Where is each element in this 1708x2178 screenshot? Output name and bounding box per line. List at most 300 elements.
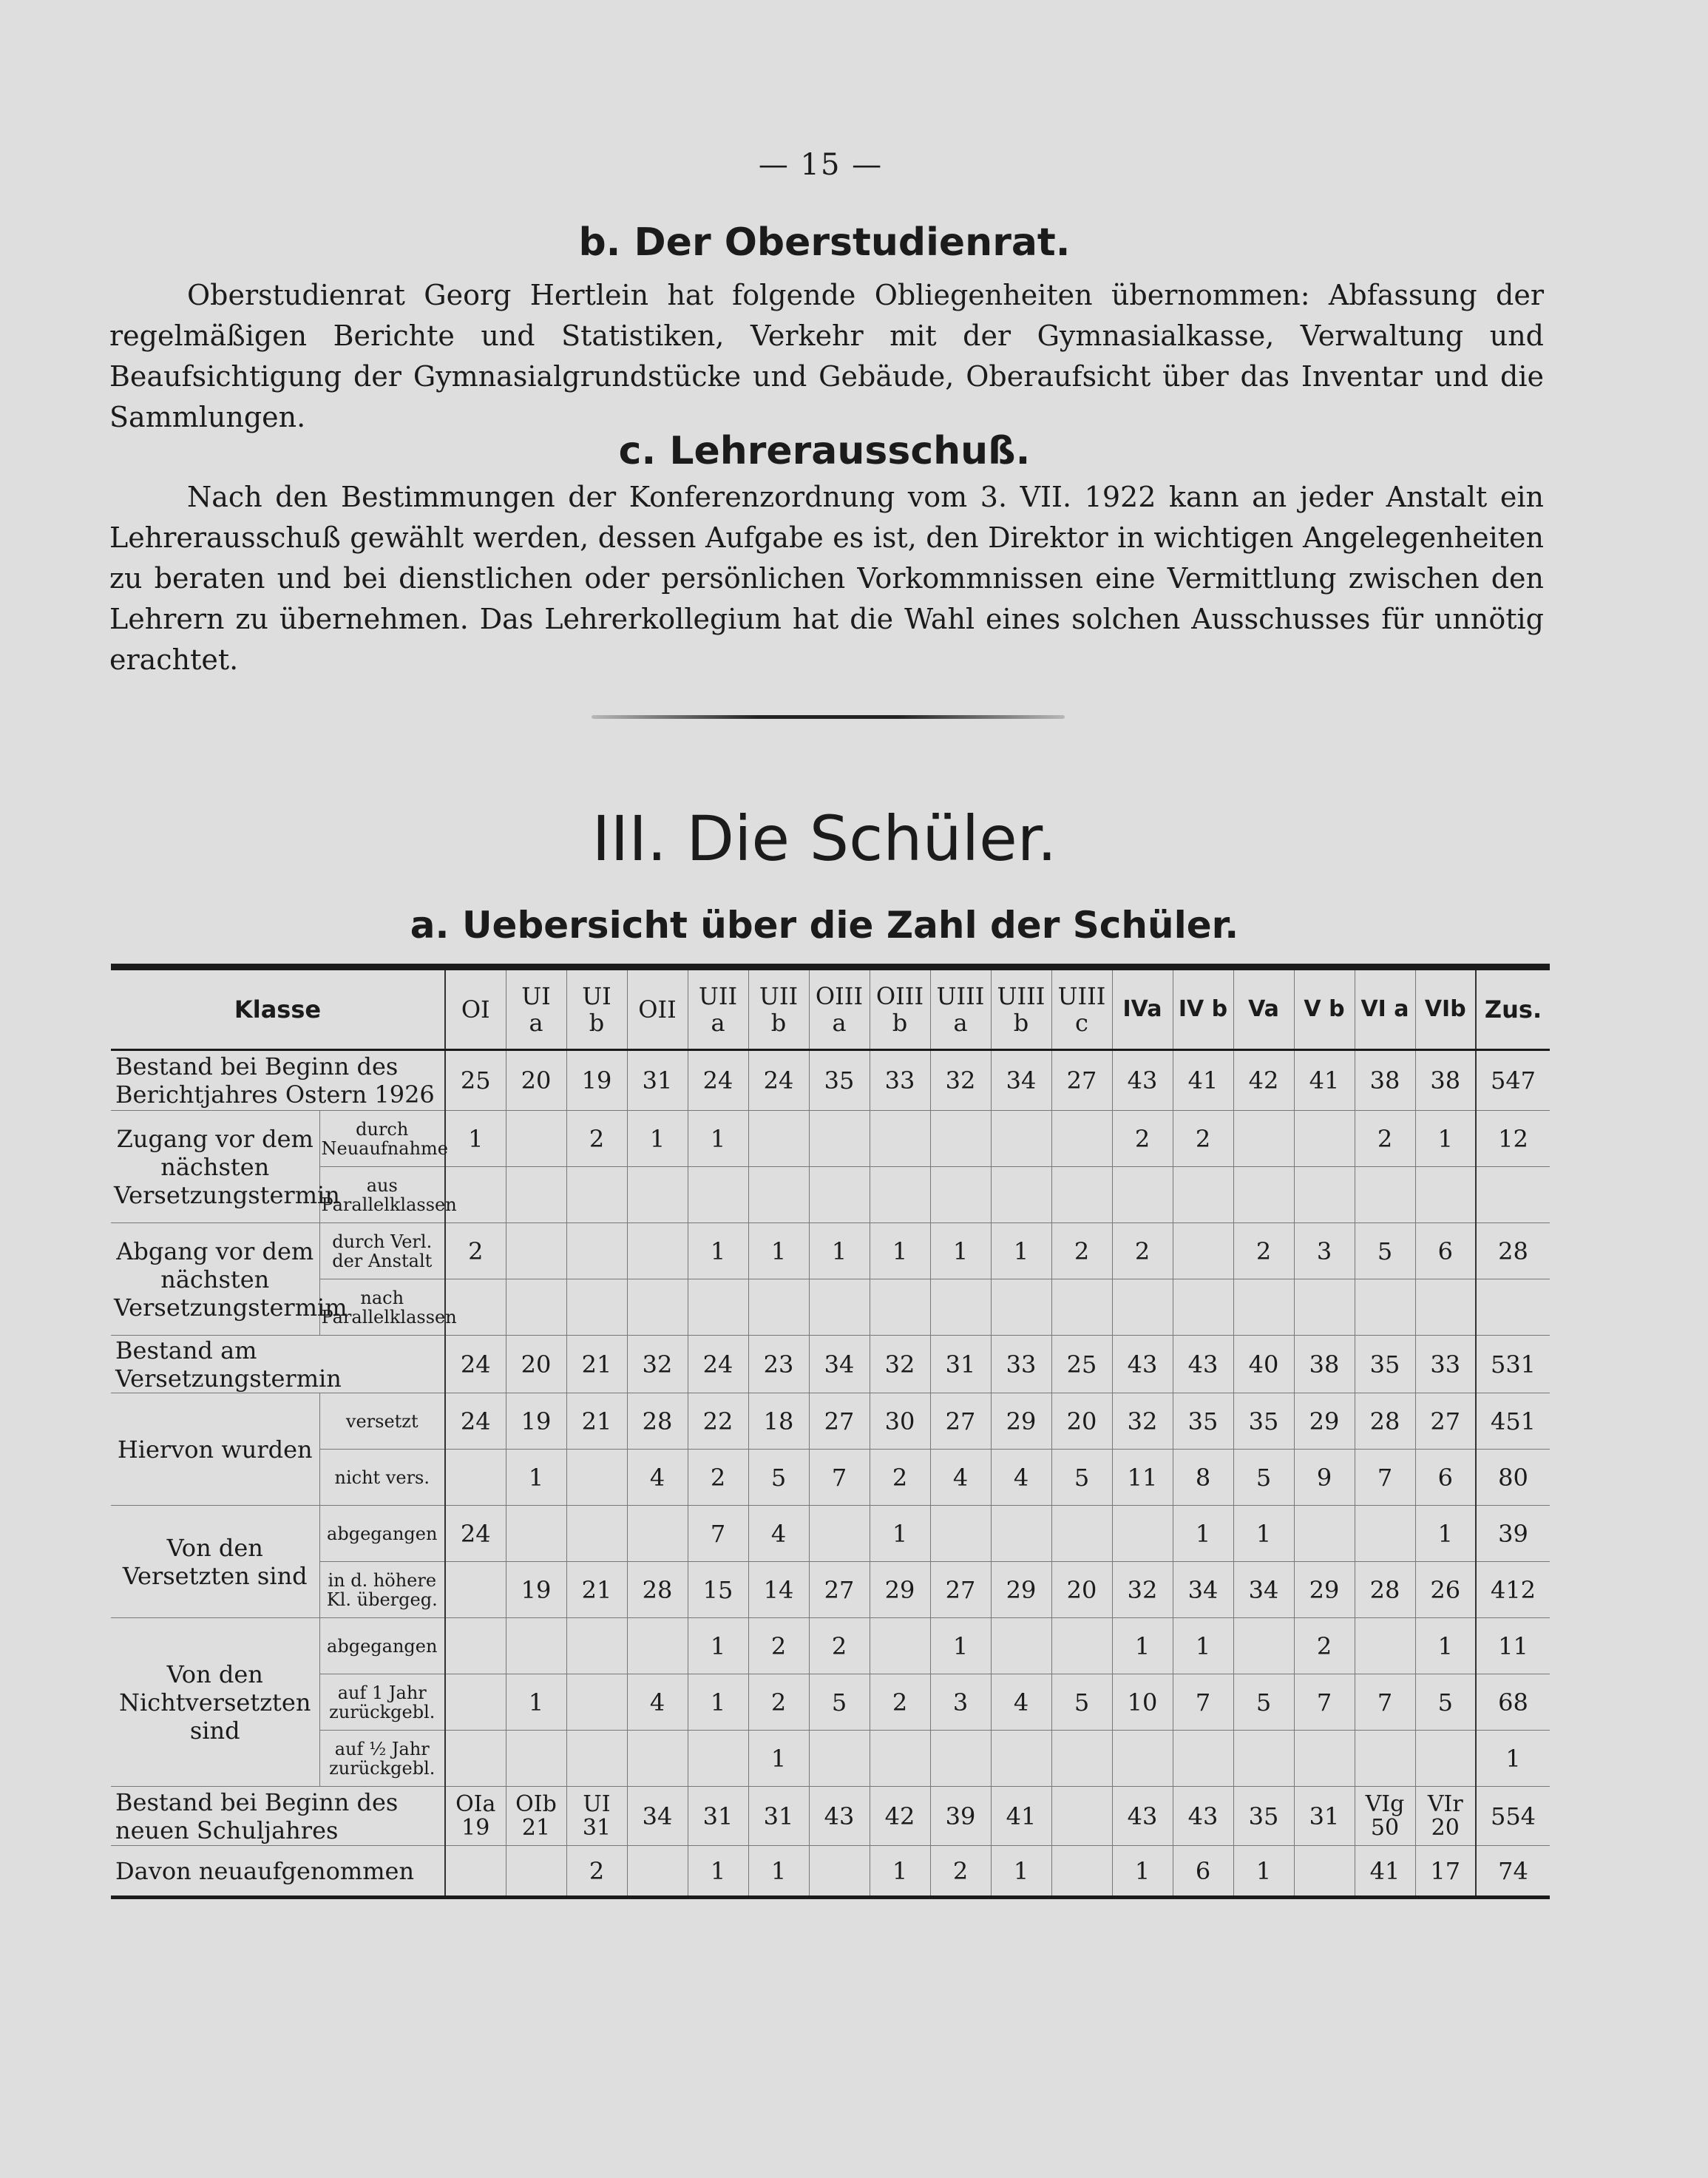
cell-abgang-verl: 1 bbox=[688, 1223, 748, 1279]
split-count: 31 bbox=[582, 1814, 611, 1841]
cell-vers-abgegangen bbox=[991, 1506, 1051, 1562]
header-class-label: OI bbox=[461, 995, 490, 1024]
cell-zugang-paral bbox=[870, 1167, 930, 1223]
split-class: VIr bbox=[1427, 1790, 1463, 1817]
cell-bestand-neu-split bbox=[1355, 1787, 1415, 1846]
cell-vers-abgegangen bbox=[566, 1506, 627, 1562]
row-sub-label: versetzt bbox=[319, 1393, 445, 1450]
cell-nicht-vers: 7 bbox=[1355, 1450, 1415, 1506]
cell-bestand-versetzung: 32 bbox=[870, 1336, 930, 1393]
cell-zugang-neu bbox=[506, 1111, 566, 1167]
cell-bestand-beginn: 31 bbox=[627, 1050, 688, 1111]
cell-abgang-verl bbox=[506, 1223, 566, 1279]
cell-versetzt: 28 bbox=[1355, 1393, 1415, 1450]
cell-nicht-abgegangen bbox=[870, 1618, 930, 1674]
cell-zugang-neu bbox=[809, 1111, 870, 1167]
cell-nicht-1jahr: 1 bbox=[506, 1674, 566, 1731]
cell-nicht-halbjahr bbox=[1415, 1731, 1476, 1787]
header-class-3 bbox=[627, 967, 688, 1050]
cell-bestand-neu: 41 bbox=[991, 1787, 1051, 1846]
cell-zugang-neu bbox=[748, 1111, 809, 1167]
header-class-2 bbox=[566, 967, 627, 1050]
cell-bestand-versetzung: 43 bbox=[1112, 1336, 1173, 1393]
row-abgang-paral bbox=[111, 1279, 1550, 1336]
header-class-13 bbox=[1233, 967, 1294, 1050]
cell-nicht-vers: 4 bbox=[930, 1450, 991, 1506]
cell-nicht-vers: 4 bbox=[627, 1450, 688, 1506]
cell-nicht-vers: 4 bbox=[991, 1450, 1051, 1506]
cell-versetzt: 20 bbox=[1051, 1393, 1112, 1450]
cell-nicht-abgegangen bbox=[1355, 1618, 1415, 1674]
cell-bestand-neu-split bbox=[445, 1787, 506, 1846]
cell-neuaufgenommen bbox=[627, 1846, 688, 1898]
cell-zugang-neu: 2 bbox=[1112, 1111, 1173, 1167]
cell-nicht-abgegangen: 2 bbox=[748, 1618, 809, 1674]
split-class: VIg bbox=[1365, 1790, 1405, 1817]
cell-nicht-halbjahr bbox=[445, 1731, 506, 1787]
cell-zugang-paral bbox=[627, 1167, 688, 1223]
cell-nicht-1jahr: 10 bbox=[1112, 1674, 1173, 1731]
header-class-sub: c bbox=[1075, 1009, 1088, 1037]
cell-vers-abgegangen bbox=[627, 1506, 688, 1562]
cell-vers-uebergeg: 34 bbox=[1233, 1562, 1294, 1618]
header-class-label: Va bbox=[1248, 996, 1279, 1022]
cell-bestand-versetzung: 35 bbox=[1355, 1336, 1415, 1393]
cell-vers-abgegangen bbox=[1051, 1506, 1112, 1562]
cell-zus: 39 bbox=[1476, 1506, 1550, 1562]
header-row bbox=[111, 967, 1550, 1050]
cell-bestand-beginn: 19 bbox=[566, 1050, 627, 1111]
cell-vers-uebergeg bbox=[445, 1562, 506, 1618]
header-klasse: Klasse bbox=[111, 967, 445, 1050]
header-class-label: IV b bbox=[1178, 996, 1228, 1022]
row-bestand-neu bbox=[111, 1787, 1550, 1846]
split-class: OIb bbox=[515, 1790, 557, 1817]
split-count: 19 bbox=[461, 1814, 490, 1841]
header-class-12 bbox=[1173, 967, 1233, 1050]
cell-nicht-halbjahr bbox=[1355, 1731, 1415, 1787]
cell-bestand-beginn: 27 bbox=[1051, 1050, 1112, 1111]
cell-neuaufgenommen bbox=[506, 1846, 566, 1898]
cell-abgang-paral bbox=[870, 1279, 930, 1336]
header-class-label: OIII bbox=[815, 982, 864, 1010]
cell-vers-uebergeg: 15 bbox=[688, 1562, 748, 1618]
header-class-9 bbox=[991, 967, 1051, 1050]
cell-vers-abgegangen bbox=[809, 1506, 870, 1562]
cell-versetzt: 27 bbox=[930, 1393, 991, 1450]
cell-abgang-verl: 2 bbox=[1051, 1223, 1112, 1279]
cell-abgang-paral bbox=[930, 1279, 991, 1336]
cell-vers-abgegangen: 1 bbox=[1173, 1506, 1233, 1562]
cell-bestand-neu: 43 bbox=[1112, 1787, 1173, 1846]
cell-vers-uebergeg: 19 bbox=[506, 1562, 566, 1618]
cell-nicht-1jahr: 5 bbox=[1415, 1674, 1476, 1731]
cell-bestand-beginn: 24 bbox=[688, 1050, 748, 1111]
cell-bestand-beginn: 35 bbox=[809, 1050, 870, 1111]
cell-versetzt: 29 bbox=[1294, 1393, 1355, 1450]
cell-bestand-versetzung: 32 bbox=[627, 1336, 688, 1393]
cell-neuaufgenommen: 6 bbox=[1173, 1846, 1233, 1898]
cell-abgang-verl: 2 bbox=[445, 1223, 506, 1279]
cell-nicht-halbjahr bbox=[991, 1731, 1051, 1787]
header-class-sub: b bbox=[1013, 1009, 1029, 1037]
cell-zugang-neu: 1 bbox=[688, 1111, 748, 1167]
cell-nicht-vers bbox=[566, 1450, 627, 1506]
header-class-16 bbox=[1415, 967, 1476, 1050]
row-label: Bestand bei Beginn des neuen Schuljahres bbox=[111, 1787, 445, 1846]
cell-nicht-1jahr: 7 bbox=[1294, 1674, 1355, 1731]
cell-zugang-neu bbox=[930, 1111, 991, 1167]
cell-bestand-beginn: 42 bbox=[1233, 1050, 1294, 1111]
cell-nicht-halbjahr bbox=[506, 1731, 566, 1787]
cell-vers-abgegangen: 1 bbox=[1415, 1506, 1476, 1562]
cell-bestand-neu-split bbox=[566, 1787, 627, 1846]
section-b-paragraph bbox=[109, 275, 1544, 438]
cell-nicht-halbjahr bbox=[1173, 1731, 1233, 1787]
header-class-14 bbox=[1294, 967, 1355, 1050]
group-label: Hiervon wurden bbox=[111, 1393, 319, 1506]
cell-nicht-abgegangen bbox=[445, 1618, 506, 1674]
cell-bestand-beginn: 24 bbox=[748, 1050, 809, 1111]
cell-bestand-versetzung: 24 bbox=[688, 1336, 748, 1393]
cell-bestand-beginn: 25 bbox=[445, 1050, 506, 1111]
cell-abgang-verl: 1 bbox=[870, 1223, 930, 1279]
cell-zugang-neu: 2 bbox=[1355, 1111, 1415, 1167]
cell-abgang-verl: 6 bbox=[1415, 1223, 1476, 1279]
cell-abgang-paral bbox=[1233, 1279, 1294, 1336]
cell-bestand-beginn: 43 bbox=[1112, 1050, 1173, 1111]
cell-zugang-paral bbox=[688, 1167, 748, 1223]
cell-zugang-neu: 2 bbox=[566, 1111, 627, 1167]
split-count: 50 bbox=[1370, 1814, 1400, 1841]
cell-vers-uebergeg: 32 bbox=[1112, 1562, 1173, 1618]
cell-nicht-vers: 2 bbox=[870, 1450, 930, 1506]
section-c-text: Nach den Bestimmungen der Konferenzordnung vom 3. VII. 1922 kann an jeder Anstalt ein Lehrerausschuß gewählt werden, dessen Aufgabe es ist, den Direktor in wichtigen Angelegenheiten zu beraten und bei dienstlichen oder persönlichen Vorkommnissen eine Vermittlung zwischen den Lehrern zu übernehmen. Das Lehrerkollegium hat die Wahl eines solchen Ausschusses für unnötig erachtet. bbox=[109, 481, 1544, 676]
cell-bestand-beginn: 34 bbox=[991, 1050, 1051, 1111]
cell-vers-uebergeg: 29 bbox=[991, 1562, 1051, 1618]
cell-bestand-beginn: 33 bbox=[870, 1050, 930, 1111]
cell-nicht-1jahr: 5 bbox=[809, 1674, 870, 1731]
section-c-paragraph bbox=[109, 477, 1544, 680]
table-heading: a. Uebersicht über die Zahl der Schüler. bbox=[410, 904, 1239, 947]
cell-zugang-neu: 1 bbox=[627, 1111, 688, 1167]
header-class-sub: b bbox=[770, 1009, 787, 1037]
cell-nicht-vers: 9 bbox=[1294, 1450, 1355, 1506]
cell-vers-uebergeg: 27 bbox=[930, 1562, 991, 1618]
cell-neuaufgenommen: 1 bbox=[1233, 1846, 1294, 1898]
cell-abgang-paral bbox=[1294, 1279, 1355, 1336]
cell-neuaufgenommen: 17 bbox=[1415, 1846, 1476, 1898]
cell-nicht-halbjahr bbox=[627, 1731, 688, 1787]
cell-nicht-abgegangen: 2 bbox=[1294, 1618, 1355, 1674]
header-class-8 bbox=[930, 967, 991, 1050]
cell-zus: 11 bbox=[1476, 1618, 1550, 1674]
cell-zugang-paral bbox=[809, 1167, 870, 1223]
cell-abgang-paral bbox=[1112, 1279, 1173, 1336]
row-sub-label: auf 1 Jahr zurückgebl. bbox=[319, 1674, 445, 1731]
cell-zugang-neu bbox=[991, 1111, 1051, 1167]
header-class-label: V b bbox=[1304, 996, 1345, 1022]
cell-zus: 554 bbox=[1476, 1787, 1550, 1846]
cell-abgang-paral bbox=[566, 1279, 627, 1336]
cell-zugang-paral bbox=[1112, 1167, 1173, 1223]
cell-versetzt: 35 bbox=[1173, 1393, 1233, 1450]
cell-nicht-abgegangen bbox=[1233, 1618, 1294, 1674]
row-sub-label: auf ½ Jahr zurückgebl. bbox=[319, 1731, 445, 1787]
cell-abgang-paral bbox=[991, 1279, 1051, 1336]
cell-nicht-halbjahr bbox=[809, 1731, 870, 1787]
cell-zugang-paral bbox=[930, 1167, 991, 1223]
split-class: OIa bbox=[455, 1790, 496, 1817]
cell-nicht-vers: 7 bbox=[809, 1450, 870, 1506]
ornamental-rule bbox=[592, 715, 1065, 719]
header-class-label: UIII bbox=[936, 982, 985, 1010]
cell-bestand-neu: 39 bbox=[930, 1787, 991, 1846]
cell-bestand-neu: 35 bbox=[1233, 1787, 1294, 1846]
cell-bestand-versetzung: 40 bbox=[1233, 1336, 1294, 1393]
cell-bestand-beginn: 41 bbox=[1294, 1050, 1355, 1111]
table-header bbox=[111, 967, 1550, 1050]
cell-zus: 28 bbox=[1476, 1223, 1550, 1279]
table-body bbox=[111, 1050, 1550, 1898]
header-class-sub: b bbox=[892, 1009, 908, 1037]
cell-neuaufgenommen: 2 bbox=[930, 1846, 991, 1898]
cell-nicht-1jahr: 3 bbox=[930, 1674, 991, 1731]
cell-zus: 531 bbox=[1476, 1336, 1550, 1393]
cell-nicht-vers: 5 bbox=[748, 1450, 809, 1506]
cell-zugang-paral bbox=[566, 1167, 627, 1223]
header-class-sub: a bbox=[832, 1009, 847, 1037]
row-label: Bestand bei Beginn des Berichtjahres Ostern 1926 bbox=[111, 1050, 445, 1111]
cell-nicht-vers: 8 bbox=[1173, 1450, 1233, 1506]
cell-nicht-1jahr: 5 bbox=[1233, 1674, 1294, 1731]
cell-abgang-paral bbox=[627, 1279, 688, 1336]
cell-nicht-1jahr bbox=[445, 1674, 506, 1731]
cell-zus: 80 bbox=[1476, 1450, 1550, 1506]
cell-abgang-verl bbox=[566, 1223, 627, 1279]
cell-zugang-paral bbox=[991, 1167, 1051, 1223]
cell-neuaufgenommen: 2 bbox=[566, 1846, 627, 1898]
header-class-label: UIII bbox=[997, 982, 1046, 1010]
header-class-0 bbox=[445, 967, 506, 1050]
cell-nicht-1jahr: 7 bbox=[1355, 1674, 1415, 1731]
row-nicht-vers bbox=[111, 1450, 1550, 1506]
cell-zus: 412 bbox=[1476, 1562, 1550, 1618]
cell-versetzt: 18 bbox=[748, 1393, 809, 1450]
cell-vers-uebergeg: 28 bbox=[627, 1562, 688, 1618]
cell-versetzt: 29 bbox=[991, 1393, 1051, 1450]
cell-nicht-vers bbox=[445, 1450, 506, 1506]
cell-nicht-abgegangen: 1 bbox=[1415, 1618, 1476, 1674]
cell-zus: 68 bbox=[1476, 1674, 1550, 1731]
cell-nicht-halbjahr bbox=[1233, 1731, 1294, 1787]
cell-bestand-versetzung: 21 bbox=[566, 1336, 627, 1393]
cell-versetzt: 27 bbox=[809, 1393, 870, 1450]
cell-zugang-paral bbox=[506, 1167, 566, 1223]
header-class-label: VI a bbox=[1360, 996, 1409, 1022]
cell-vers-uebergeg: 29 bbox=[1294, 1562, 1355, 1618]
row-abgang-verl bbox=[111, 1223, 1550, 1279]
cell-vers-abgegangen: 24 bbox=[445, 1506, 506, 1562]
cell-bestand-neu: 34 bbox=[627, 1787, 688, 1846]
cell-bestand-neu-split bbox=[1415, 1787, 1476, 1846]
row-nicht-abgegangen bbox=[111, 1618, 1550, 1674]
cell-abgang-verl: 2 bbox=[1112, 1223, 1173, 1279]
header-class-sub: a bbox=[711, 1009, 725, 1037]
cell-zugang-paral bbox=[1294, 1167, 1355, 1223]
header-class-label: UI bbox=[582, 982, 611, 1010]
group-label: Von den Nichtversetzten sind bbox=[111, 1618, 319, 1787]
row-label: Davon neuaufgenommen bbox=[111, 1846, 445, 1898]
row-zugang-neu bbox=[111, 1111, 1550, 1167]
cell-bestand-beginn: 38 bbox=[1355, 1050, 1415, 1111]
page-number: — 15 — bbox=[758, 148, 884, 182]
cell-nicht-1jahr: 2 bbox=[870, 1674, 930, 1731]
cell-neuaufgenommen bbox=[1294, 1846, 1355, 1898]
cell-nicht-vers: 2 bbox=[688, 1450, 748, 1506]
cell-vers-uebergeg: 26 bbox=[1415, 1562, 1476, 1618]
cell-versetzt: 30 bbox=[870, 1393, 930, 1450]
cell-zugang-neu: 1 bbox=[445, 1111, 506, 1167]
cell-nicht-halbjahr: 1 bbox=[748, 1731, 809, 1787]
cell-abgang-verl: 3 bbox=[1294, 1223, 1355, 1279]
cell-vers-abgegangen: 7 bbox=[688, 1506, 748, 1562]
cell-vers-uebergeg: 34 bbox=[1173, 1562, 1233, 1618]
cell-zugang-paral bbox=[1355, 1167, 1415, 1223]
cell-bestand-versetzung: 31 bbox=[930, 1336, 991, 1393]
cell-bestand-neu: 31 bbox=[748, 1787, 809, 1846]
cell-nicht-halbjahr bbox=[688, 1731, 748, 1787]
cell-bestand-neu: 31 bbox=[1294, 1787, 1355, 1846]
row-label: Bestand am Versetzungstermin bbox=[111, 1336, 445, 1393]
cell-nicht-abgegangen: 1 bbox=[688, 1618, 748, 1674]
cell-zus: 12 bbox=[1476, 1111, 1550, 1167]
cell-zus: 74 bbox=[1476, 1846, 1550, 1898]
row-nicht-halbjahr bbox=[111, 1731, 1550, 1787]
cell-bestand-neu: 31 bbox=[688, 1787, 748, 1846]
cell-zugang-neu bbox=[1233, 1111, 1294, 1167]
cell-bestand-versetzung: 20 bbox=[506, 1336, 566, 1393]
cell-versetzt: 19 bbox=[506, 1393, 566, 1450]
cell-bestand-neu bbox=[1051, 1787, 1112, 1846]
cell-bestand-versetzung: 24 bbox=[445, 1336, 506, 1393]
cell-vers-uebergeg: 29 bbox=[870, 1562, 930, 1618]
group-label: Zugang vor dem nächsten Versetzungstermin bbox=[111, 1111, 319, 1223]
cell-zugang-neu bbox=[1294, 1111, 1355, 1167]
cell-abgang-verl: 1 bbox=[809, 1223, 870, 1279]
row-versetzt bbox=[111, 1393, 1550, 1450]
cell-bestand-versetzung: 38 bbox=[1294, 1336, 1355, 1393]
student-statistics-table bbox=[111, 964, 1550, 1899]
cell-abgang-verl: 5 bbox=[1355, 1223, 1415, 1279]
chapter-title: III. Die Schüler. bbox=[592, 802, 1057, 875]
cell-zugang-paral bbox=[1173, 1167, 1233, 1223]
cell-zus bbox=[1476, 1167, 1550, 1223]
row-nicht-1jahr bbox=[111, 1674, 1550, 1731]
header-class-label: OIII bbox=[875, 982, 924, 1010]
cell-vers-uebergeg: 28 bbox=[1355, 1562, 1415, 1618]
cell-abgang-paral bbox=[688, 1279, 748, 1336]
row-sub-label: durch Neuaufnahme bbox=[319, 1111, 445, 1167]
cell-zugang-neu: 2 bbox=[1173, 1111, 1233, 1167]
cell-neuaufgenommen: 1 bbox=[1112, 1846, 1173, 1898]
cell-bestand-versetzung: 23 bbox=[748, 1336, 809, 1393]
cell-bestand-versetzung: 34 bbox=[809, 1336, 870, 1393]
cell-nicht-abgegangen bbox=[627, 1618, 688, 1674]
cell-abgang-paral bbox=[1355, 1279, 1415, 1336]
cell-nicht-vers: 11 bbox=[1112, 1450, 1173, 1506]
cell-bestand-versetzung: 25 bbox=[1051, 1336, 1112, 1393]
row-sub-label: abgegangen bbox=[319, 1506, 445, 1562]
header-class-5 bbox=[748, 967, 809, 1050]
cell-vers-uebergeg: 14 bbox=[748, 1562, 809, 1618]
cell-bestand-neu: 43 bbox=[1173, 1787, 1233, 1846]
cell-nicht-1jahr bbox=[566, 1674, 627, 1731]
cell-versetzt: 32 bbox=[1112, 1393, 1173, 1450]
cell-abgang-paral bbox=[1051, 1279, 1112, 1336]
cell-bestand-neu: 43 bbox=[809, 1787, 870, 1846]
cell-abgang-paral bbox=[1415, 1279, 1476, 1336]
section-b-text: Oberstudienrat Georg Hertlein hat folgende Obliegenheiten übernommen: Abfassung der regelmäßigen Berichte und Statistiken, Verkehr mit der Gymnasialkasse, Verwaltung und Beaufsichtigung der Gymnasialgrundstücke und Gebäude, Oberaufsicht über das Inventar und die Sammlungen. bbox=[109, 279, 1544, 433]
header-class-label: UI bbox=[521, 982, 551, 1010]
cell-nicht-abgegangen: 2 bbox=[809, 1618, 870, 1674]
cell-abgang-verl: 2 bbox=[1233, 1223, 1294, 1279]
cell-bestand-neu: 42 bbox=[870, 1787, 930, 1846]
cell-abgang-paral bbox=[506, 1279, 566, 1336]
cell-versetzt: 35 bbox=[1233, 1393, 1294, 1450]
cell-vers-abgegangen bbox=[1112, 1506, 1173, 1562]
header-class-15 bbox=[1355, 967, 1415, 1050]
row-vers-uebergeg bbox=[111, 1562, 1550, 1618]
cell-bestand-beginn: 32 bbox=[930, 1050, 991, 1111]
cell-nicht-halbjahr bbox=[1294, 1731, 1355, 1787]
cell-nicht-abgegangen: 1 bbox=[930, 1618, 991, 1674]
cell-nicht-abgegangen bbox=[506, 1618, 566, 1674]
cell-bestand-beginn: 20 bbox=[506, 1050, 566, 1111]
cell-zus bbox=[1476, 1279, 1550, 1336]
header-zus: Zus. bbox=[1476, 967, 1550, 1050]
cell-versetzt: 21 bbox=[566, 1393, 627, 1450]
cell-neuaufgenommen bbox=[809, 1846, 870, 1898]
cell-bestand-neu-split bbox=[506, 1787, 566, 1846]
cell-nicht-abgegangen bbox=[991, 1618, 1051, 1674]
cell-abgang-paral bbox=[1173, 1279, 1233, 1336]
header-class-11 bbox=[1112, 967, 1173, 1050]
cell-neuaufgenommen: 1 bbox=[870, 1846, 930, 1898]
cell-vers-abgegangen bbox=[1294, 1506, 1355, 1562]
cell-bestand-versetzung: 43 bbox=[1173, 1336, 1233, 1393]
cell-versetzt: 22 bbox=[688, 1393, 748, 1450]
row-sub-label: durch Verl. der Anstalt bbox=[319, 1223, 445, 1279]
cell-nicht-halbjahr bbox=[566, 1731, 627, 1787]
row-sub-label: abgegangen bbox=[319, 1618, 445, 1674]
cell-vers-uebergeg: 21 bbox=[566, 1562, 627, 1618]
cell-nicht-vers: 6 bbox=[1415, 1450, 1476, 1506]
cell-vers-abgegangen bbox=[1355, 1506, 1415, 1562]
header-class-7 bbox=[870, 967, 930, 1050]
cell-vers-uebergeg: 27 bbox=[809, 1562, 870, 1618]
cell-nicht-vers: 5 bbox=[1051, 1450, 1112, 1506]
cell-vers-abgegangen: 1 bbox=[1233, 1506, 1294, 1562]
row-vers-abgegangen bbox=[111, 1506, 1550, 1562]
split-class: UI bbox=[583, 1790, 611, 1817]
cell-nicht-1jahr: 5 bbox=[1051, 1674, 1112, 1731]
row-sub-label: nach Parallelklassen bbox=[319, 1279, 445, 1336]
cell-abgang-verl bbox=[627, 1223, 688, 1279]
row-bestand-beginn bbox=[111, 1050, 1550, 1111]
header-class-10 bbox=[1051, 967, 1112, 1050]
row-sub-label: in d. höhere Kl. übergeg. bbox=[319, 1562, 445, 1618]
